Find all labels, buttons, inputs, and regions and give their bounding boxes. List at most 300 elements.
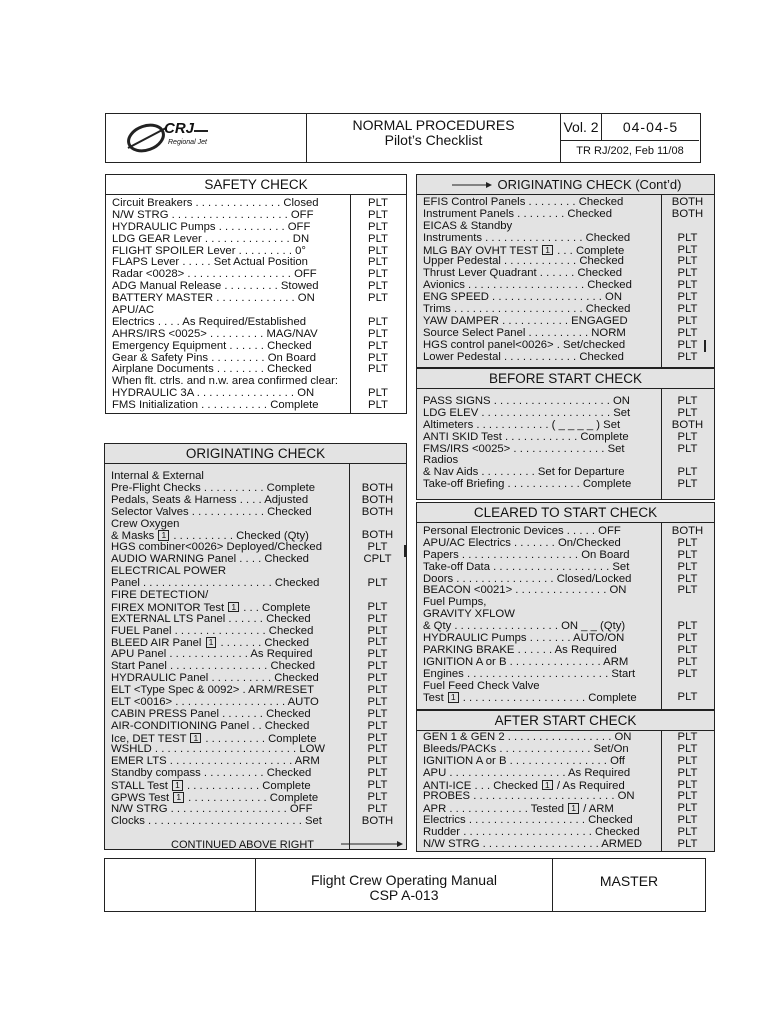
- checklist-responsibility: PLT: [677, 731, 698, 743]
- checklist-responsibility: PLT: [677, 406, 698, 419]
- checklist-item: Engines . . . . . . . . . . . . . . . . . . . . . . . Start: [423, 668, 636, 680]
- checklist-responsibility: PLT: [367, 791, 388, 804]
- checklist-item: Airplane Documents . . . . . . . . Checked: [112, 364, 312, 376]
- checklist-responsibility: PLT: [677, 766, 698, 779]
- footer-manual: [256, 859, 553, 911]
- checklist-row: [105, 792, 406, 804]
- change-bar: [404, 545, 406, 557]
- checklist-item: Instruments . . . . . . . . . . . . . . . . Checked: [423, 232, 631, 244]
- checklist-responsibility: PLT: [367, 672, 388, 685]
- checklist-item: ELECTRICAL POWER: [111, 566, 227, 578]
- checklist-row: [417, 197, 714, 209]
- checklist-responsibility: PLT: [367, 767, 388, 780]
- checklist-item: HYDRAULIC Pumps . . . . . . . AUTO/ON: [423, 633, 625, 645]
- checklist-item: Source Select Panel . . . . . . . . . . NORM: [423, 327, 626, 339]
- checklist-responsibility: PLT: [677, 790, 698, 803]
- checklist-row: [105, 649, 406, 661]
- note-marker: 1: [172, 780, 183, 791]
- checklist-responsibility: PLT: [367, 802, 388, 815]
- crj-logo: [106, 114, 307, 162]
- checklist-row: [417, 744, 714, 756]
- checklist-item: Fuel Feed Check Valve: [423, 680, 540, 692]
- checklist-responsibility: PLT: [367, 660, 388, 673]
- checklist-responsibility: PLT: [677, 778, 698, 791]
- checklist-item: Rudder . . . . . . . . . . . . . . . . . . . . . Checked: [423, 827, 640, 839]
- checklist-row: [105, 614, 406, 626]
- checklist-responsibility: PLT: [677, 691, 698, 704]
- checklist-item: YAW DAMPER . . . . . . . . . . . ENGAGED: [423, 315, 628, 327]
- checklist-row: [105, 709, 406, 721]
- checklist-row: [417, 645, 714, 657]
- checklist-item: Gear & Safety Pins . . . . . . . . . On Board: [112, 352, 317, 364]
- checklist-item: APR . . . . . . . . . . . . . Tested 1 / ARM: [423, 803, 614, 816]
- checklist-item: Take-off Data . . . . . . . . . . . . . . . . . . . Set: [423, 561, 630, 573]
- checklist-responsibility: PLT: [677, 442, 698, 455]
- checklist-item: HYDRAULIC Panel . . . . . . . . . . Checked: [111, 673, 319, 685]
- checklist-item: HYDRAULIC 3A . . . . . . . . . . . . . . . . ON: [112, 388, 315, 400]
- checklist-row: [417, 328, 714, 340]
- checklist-item: Doors . . . . . . . . . . . . . . . . Closed/Locked: [423, 573, 632, 585]
- checklist-item: FUEL Panel . . . . . . . . . . . . . . . Checked: [111, 625, 314, 637]
- checklist-row: [417, 657, 714, 669]
- originating-contd-title-text: ORIGINATING CHECK (Cont’d): [497, 177, 682, 192]
- originating-contd-panel: [416, 174, 715, 368]
- checklist-responsibility: PLT: [677, 478, 698, 491]
- checklist-item: FMS/IRS <0025> . . . . . . . . . . . . . . . Set: [423, 443, 625, 455]
- safety-check-panel: [105, 174, 407, 414]
- checklist-responsibility: PLT: [367, 779, 388, 792]
- checklist-row: [105, 756, 406, 768]
- checklist-row: [105, 733, 406, 745]
- crj-logo-icon: [106, 114, 306, 162]
- checklist-item: EFIS Control Panels . . . . . . . . Checked: [423, 197, 624, 208]
- cleared-to-start-panel: [416, 502, 715, 710]
- checklist-row: [417, 585, 714, 597]
- checklist-item: Start Panel . . . . . . . . . . . . . . . . Checked: [111, 661, 316, 673]
- checklist-item: BLEED AIR Panel 1 . . . . . . . Checked: [111, 637, 309, 650]
- checklist-responsibility: PLT: [677, 303, 698, 316]
- checklist-responsibility: PLT: [367, 600, 388, 613]
- checklist-item: Electrics . . . . As Required/Established: [112, 316, 307, 328]
- checklist-item: Electrics . . . . . . . . . . . . . . . . . . . Checked: [423, 815, 633, 827]
- checklist-row: [417, 681, 714, 693]
- checklist-row: [417, 732, 714, 744]
- originating-check-panel: [104, 443, 407, 850]
- checklist-row: [417, 839, 714, 851]
- arrow-right-icon: [450, 180, 494, 190]
- checklist-row: [106, 257, 406, 269]
- checklist-responsibility: PLT: [367, 743, 388, 756]
- checklist-row: [417, 756, 714, 768]
- checklist-item: Upper Pedestal . . . . . . . . . . . . Checked: [423, 256, 624, 268]
- checklist-row: [417, 221, 714, 233]
- checklist-row: [105, 816, 406, 828]
- checklist-item: Trims . . . . . . . . . . . . . . . . . . . . . Checked: [423, 304, 631, 316]
- checklist-row: [105, 661, 406, 673]
- checklist-responsibility: PLT: [368, 351, 388, 364]
- checklist-responsibility: PLT: [677, 802, 698, 815]
- checklist-row: [417, 574, 714, 586]
- checklist-row: [106, 376, 406, 388]
- manual-title: Flight Crew Operating Manual: [311, 872, 497, 888]
- footer-blank: [105, 859, 256, 911]
- checklist-responsibility: PLT: [677, 826, 698, 839]
- originating-contd-title: [417, 175, 714, 195]
- checklist-item: Test 1 . . . . . . . . . . . . . . . . . . . . Complete: [423, 692, 637, 705]
- checklist-item: Avionics . . . . . . . . . . . . . . . . . . . Checked: [423, 280, 632, 292]
- checklist-item: Clocks . . . . . . . . . . . . . . . . . . . . . . . . . Set: [111, 815, 322, 827]
- checklist-item: Pre-Flight Checks . . . . . . . . . . Complete: [111, 482, 316, 494]
- checklist-item: Circuit Breakers . . . . . . . . . . . . . . Closed: [112, 198, 319, 209]
- volume: Vol. 2: [561, 114, 602, 140]
- checklist-responsibility: PLT: [677, 395, 698, 407]
- checklist-row: [106, 388, 406, 400]
- checklist-row: [417, 420, 714, 432]
- page-footer: [104, 858, 706, 912]
- checklist-row: [106, 400, 406, 412]
- checklist-row: [105, 519, 406, 531]
- checklist-row: [417, 669, 714, 681]
- checklist-row: [417, 791, 714, 803]
- checklist-responsibility: PLT: [367, 636, 388, 649]
- checklist-item: ELT <0016> . . . . . . . . . . . . . . . . . . AUTO: [111, 696, 319, 708]
- checklist-responsibility: PLT: [368, 363, 388, 376]
- note-marker: 1: [190, 733, 201, 744]
- checklist-row: [105, 578, 406, 590]
- checklist-responsibility: CPLT: [363, 553, 392, 566]
- checklist-item: Thrust Lever Quadrant . . . . . . Checked: [423, 268, 623, 280]
- checklist-responsibility: PLT: [368, 387, 388, 400]
- checklist-row: [417, 803, 714, 815]
- checklist-item: FLIGHT SPOILER Lever . . . . . . . . . 0°: [112, 245, 306, 257]
- checklist-row: [417, 408, 714, 420]
- checklist-responsibility: PLT: [677, 632, 698, 645]
- checklist-responsibility: PLT: [367, 624, 388, 637]
- checklist-item: Internal & External: [111, 471, 204, 482]
- checklist-item: HGS control panel<0026> . Set/checked: [423, 339, 626, 351]
- logo-text: CRJ: [164, 120, 195, 137]
- checklist-item: When flt. ctrls. and n.w. area confirmed clear:: [112, 376, 339, 388]
- checklist-item: APU . . . . . . . . . . . . . . . . . . . As Required: [423, 767, 631, 779]
- page-header: [105, 113, 701, 163]
- logo-sub: Regional Jet: [168, 139, 207, 146]
- checklist-item: ANTI SKID Test . . . . . . . . . . . . Complete: [423, 431, 629, 443]
- note-marker: 1: [228, 602, 239, 613]
- checklist-item: HGS combiner<0026> Deployed/Checked: [111, 542, 323, 554]
- checklist-item: LDG ELEV . . . . . . . . . . . . . . . . . . . . . Set: [423, 407, 631, 419]
- checklist-row: [105, 483, 406, 495]
- checklist-row: [417, 780, 714, 792]
- checklist-row: [106, 246, 406, 258]
- checklist-row: [417, 292, 714, 304]
- revision: TR RJ/202, Feb 11/08: [576, 145, 684, 157]
- checklist-responsibility: PLT: [367, 695, 388, 708]
- checklist-responsibility: PLT: [677, 754, 698, 767]
- checklist-row: [417, 233, 714, 245]
- checklist-responsibility: PLT: [677, 430, 698, 443]
- checklist-item: HYDRAULIC Pumps . . . . . . . . . . . OFF: [112, 221, 311, 233]
- master-label: MASTER: [599, 873, 659, 889]
- checklist-item: CABIN PRESS Panel . . . . . . . Checked: [111, 708, 311, 720]
- checklist-responsibility: PLT: [677, 267, 698, 280]
- checklist-row: [105, 590, 406, 602]
- checklist-responsibility: PLT: [367, 707, 388, 720]
- checklist-item: STALL Test 1 . . . . . . . . . . . . Complete: [111, 780, 311, 793]
- checklist-item: APU/AC Electrics . . . . . . . On/Checked: [423, 537, 621, 549]
- checklist-item: Altimeters . . . . . . . . . . . . ( _ _ _ _ ) Set: [423, 419, 621, 431]
- checklist-row: [417, 621, 714, 633]
- checklist-row: [106, 341, 406, 353]
- checklist-responsibility: PLT: [677, 291, 698, 304]
- checklist-item: Crew Oxygen: [111, 518, 180, 530]
- checklist-item: LDG GEAR Lever . . . . . . . . . . . . . . DN: [112, 233, 310, 245]
- checklist-item: PASS SIGNS . . . . . . . . . . . . . . . . . . . ON: [423, 396, 630, 407]
- checklist-row: [105, 507, 406, 519]
- checklist-item: ANTI-ICE . . . Checked 1 / As Required: [423, 779, 625, 792]
- note-marker: 1: [158, 530, 169, 541]
- checklist-item: PROBES . . . . . . . . . . . . . . . . . . . . . . . ON: [423, 791, 635, 803]
- before-start-panel: [416, 368, 715, 500]
- checklist-row: [106, 305, 406, 317]
- checklist-row: [417, 827, 714, 839]
- checklist-row: [417, 467, 714, 479]
- checklist-row: [417, 280, 714, 292]
- checklist-responsibility: PLT: [677, 231, 698, 244]
- checklist-row: [105, 768, 406, 780]
- checklist-responsibility: PLT: [367, 684, 388, 697]
- checklist-item: N/W STRG . . . . . . . . . . . . . . . . . . . OFF: [112, 209, 314, 221]
- checklist-responsibility: PLT: [677, 814, 698, 827]
- after-start-title: AFTER START CHECK: [417, 711, 714, 731]
- checklist-item: N/W STRG . . . . . . . . . . . . . . . . . . . OFF: [111, 803, 313, 815]
- checklist-responsibility: BOTH: [671, 525, 704, 537]
- checklist-row: [417, 444, 714, 456]
- checklist-item: Selector Valves . . . . . . . . . . . . Checked: [111, 506, 312, 518]
- checklist-row: [105, 471, 406, 483]
- originating-check-title: ORIGINATING CHECK: [105, 444, 406, 464]
- checklist-row: [417, 396, 714, 408]
- note-marker: 1: [542, 245, 553, 256]
- checklist-item: EMER LTS . . . . . . . . . . . . . . . . . . . . ARM: [111, 756, 320, 768]
- checklist-row: [417, 455, 714, 467]
- checklist-responsibility: PLT: [368, 268, 388, 281]
- checklist-item: Pedals, Seats & Harness . . . . Adjusted: [111, 494, 309, 506]
- checklist-responsibility: PLT: [677, 536, 698, 549]
- checklist-row: [105, 804, 406, 816]
- checklist-item: Fuel Pumps,: [423, 597, 487, 609]
- checklist-row: [106, 281, 406, 293]
- before-start-title: BEFORE START CHECK: [417, 369, 714, 389]
- checklist-responsibility: PLT: [677, 584, 698, 597]
- checklist-responsibility: PLT: [677, 572, 698, 585]
- header-volume: [561, 114, 699, 162]
- checklist-responsibility: PLT: [677, 667, 698, 680]
- cleared-to-start-title: CLEARED TO START CHECK: [417, 503, 714, 523]
- checklist-row: [417, 256, 714, 268]
- checklist-responsibility: PLT: [368, 399, 388, 412]
- checklist-row: [106, 293, 406, 305]
- checklist-item: Ice, DET TEST 1 . . . . . . . . . . Complete: [111, 732, 317, 745]
- checklist-row: [105, 673, 406, 685]
- checklist-responsibility: PLT: [367, 612, 388, 625]
- checklist-row: [417, 316, 714, 328]
- checklist-responsibility: PLT: [677, 548, 698, 561]
- checklist-item: BEACON <0021> . . . . . . . . . . . . . . . ON: [423, 585, 627, 597]
- checklist-responsibility: PLT: [368, 339, 388, 352]
- checklist-row: [417, 268, 714, 280]
- checklist-row: [417, 245, 714, 257]
- checklist-row: [106, 222, 406, 234]
- checklist-responsibility: PLT: [367, 541, 388, 554]
- note-marker: 1: [542, 780, 553, 791]
- checklist-item: Emergency Equipment . . . . . . Checked: [112, 340, 312, 352]
- checklist-responsibility: PLT: [367, 719, 388, 732]
- checklist-row: [105, 495, 406, 507]
- checklist-item: MLG BAY OVHT TEST 1 . . . Complete: [423, 244, 625, 257]
- checklist-row: [106, 353, 406, 365]
- checklist-responsibility: PLT: [677, 742, 698, 755]
- note-marker: 1: [568, 803, 579, 814]
- checklist-responsibility: BOTH: [361, 481, 394, 494]
- checklist-item: FIRE DETECTION/: [111, 589, 209, 601]
- checklist-item: & Nav Aids . . . . . . . . . Set for Departure: [423, 467, 625, 479]
- checklist-row: [105, 780, 406, 792]
- checklist-responsibility: PLT: [677, 279, 698, 292]
- checklist-item: AHRS/IRS <0025> . . . . . . . . . MAG/NAV: [112, 328, 318, 340]
- checklist-responsibility: PLT: [368, 197, 388, 209]
- note-marker: 1: [206, 637, 217, 648]
- checklist-item: ADG Manual Release . . . . . . . . . Stowed: [112, 281, 319, 293]
- checklist-row: [417, 768, 714, 780]
- checklist-row: [106, 269, 406, 281]
- checklist-row: [105, 697, 406, 709]
- checklist-item: Instrument Panels . . . . . . . . Checked: [423, 208, 612, 220]
- checklist-row: [417, 815, 714, 827]
- after-start-panel: [416, 710, 715, 852]
- header-title: [307, 114, 561, 162]
- checklist-responsibility: PLT: [368, 232, 388, 245]
- checklist-responsibility: PLT: [677, 838, 698, 851]
- checklist-row: [417, 304, 714, 316]
- checklist-item: Bleeds/PACKs . . . . . . . . . . . . . . . Set/On: [423, 743, 629, 755]
- checklist-responsibility: PLT: [368, 208, 388, 221]
- checklist-item: BATTERY MASTER . . . . . . . . . . . . . ON: [112, 293, 315, 305]
- checklist-item: IGNITION A or B . . . . . . . . . . . . . . . . Off: [423, 755, 625, 767]
- checklist-responsibility: PLT: [677, 655, 698, 668]
- document-code: CSP A-013: [369, 887, 439, 903]
- checklist-row: [105, 744, 406, 756]
- checklist-responsibility: PLT: [368, 280, 388, 293]
- checklist-row: [106, 210, 406, 222]
- checklist-item: Papers . . . . . . . . . . . . . . . . . . . On Board: [423, 549, 630, 561]
- checklist-row: [417, 633, 714, 645]
- checklist-item: GEN 1 & GEN 2 . . . . . . . . . . . . . . . . . ON: [423, 732, 632, 743]
- checklist-responsibility: PLT: [677, 243, 698, 256]
- checklist-row: [417, 526, 714, 538]
- checklist-item: AUDIO WARNING Panel . . . . Checked: [111, 554, 309, 566]
- checklist-responsibility: BOTH: [361, 493, 394, 506]
- note-marker: 1: [173, 792, 184, 803]
- checklist-responsibility: BOTH: [671, 418, 704, 431]
- checklist-row: [417, 609, 714, 621]
- checklist-responsibility: PLT: [367, 731, 388, 744]
- checklist-row: [105, 530, 406, 542]
- checklist-item: Radar <0028> . . . . . . . . . . . . . . . . . OFF: [112, 269, 317, 281]
- checklist-responsibility: PLT: [677, 466, 698, 479]
- checklist-responsibility: PLT: [368, 244, 388, 257]
- checklist-item: Lower Pedestal . . . . . . . . . . . . Checked: [423, 351, 624, 363]
- title: NORMAL PROCEDURES: [352, 117, 515, 133]
- subtitle: Pilot’s Checklist: [384, 132, 483, 148]
- checklist-item: Radios: [423, 455, 459, 467]
- checklist-item: FIREX MONITOR Test 1 . . . Complete: [111, 601, 311, 614]
- checklist-responsibility: BOTH: [361, 505, 394, 518]
- checklist-item: FMS Initialization . . . . . . . . . . . Complete: [112, 400, 319, 412]
- checklist-item: Standby compass . . . . . . . . . . Checked: [111, 768, 312, 780]
- checklist-responsibility: PLT: [677, 350, 698, 363]
- note-marker: 1: [448, 692, 459, 703]
- checklist-row: [105, 685, 406, 697]
- checklist-item: EXTERNAL LTS Panel . . . . . . Checked: [111, 613, 311, 625]
- checklist-row: [106, 317, 406, 329]
- checklist-row: [417, 562, 714, 574]
- checklist-responsibility: PLT: [368, 220, 388, 233]
- checklist-item: ELT <Type Spec & 0092> . ARM/RESET: [111, 685, 315, 697]
- continued-note: CONTINUED ABOVE RIGHT: [171, 839, 315, 851]
- checklist-row: [417, 479, 714, 491]
- checklist-row: [417, 692, 714, 704]
- checklist-item: FLAPS Lever . . . . . Set Actual Position: [112, 257, 308, 269]
- checklist-responsibility: PLT: [367, 755, 388, 768]
- checklist-item: GRAVITY XFLOW: [423, 609, 515, 621]
- checklist-row: [105, 566, 406, 578]
- checklist-row: [105, 637, 406, 649]
- checklist-row: [417, 597, 714, 609]
- checklist-row: [106, 329, 406, 341]
- checklist-item: IGNITION A or B . . . . . . . . . . . . . . . ARM: [423, 656, 629, 668]
- checklist-row: [105, 542, 406, 554]
- checklist-responsibility: PLT: [367, 577, 388, 590]
- checklist-row: [417, 538, 714, 550]
- checklist-item: APU Panel . . . . . . . . . . . . . As Required: [111, 649, 313, 661]
- checklist-row: [105, 554, 406, 566]
- checklist-row: [106, 198, 406, 210]
- checklist-item: EICAS & Standby: [423, 220, 513, 232]
- checklist-row: [106, 364, 406, 376]
- checklist-item: WSHLD . . . . . . . . . . . . . . . . . . . . . . . LOW: [111, 744, 326, 756]
- checklist-responsibility: PLT: [677, 338, 698, 351]
- checklist-row: [417, 352, 714, 364]
- checklist-responsibility: PLT: [368, 292, 388, 305]
- checklist-responsibility: PLT: [367, 648, 388, 661]
- checklist-responsibility: PLT: [677, 314, 698, 327]
- checklist-row: [417, 340, 714, 352]
- safety-check-title: SAFETY CHECK: [106, 175, 406, 195]
- checklist-responsibility: PLT: [677, 643, 698, 656]
- checklist-item: N/W STRG . . . . . . . . . . . . . . . . . . . ARMED: [423, 839, 643, 851]
- checklist-responsibility: PLT: [677, 255, 698, 268]
- checklist-item: Personal Electronic Devices . . . . . OFF: [423, 526, 621, 537]
- checklist-responsibility: PLT: [677, 560, 698, 573]
- checklist-item: & Qty . . . . . . . . . . . . . . . . . ON _ _ (Qty): [423, 621, 626, 633]
- checklist-item: AIR-CONDITIONING Panel . . Checked: [111, 720, 310, 732]
- checklist-item: Take-off Briefing . . . . . . . . . . . . Complete: [423, 479, 632, 491]
- checklist-item: & Masks 1 . . . . . . . . . . Checked (Qty): [111, 530, 309, 543]
- checklist-row: [105, 602, 406, 614]
- checklist-responsibility: BOTH: [361, 529, 394, 542]
- checklist-responsibility: PLT: [368, 327, 388, 340]
- checklist-item: APU/AC: [112, 305, 155, 317]
